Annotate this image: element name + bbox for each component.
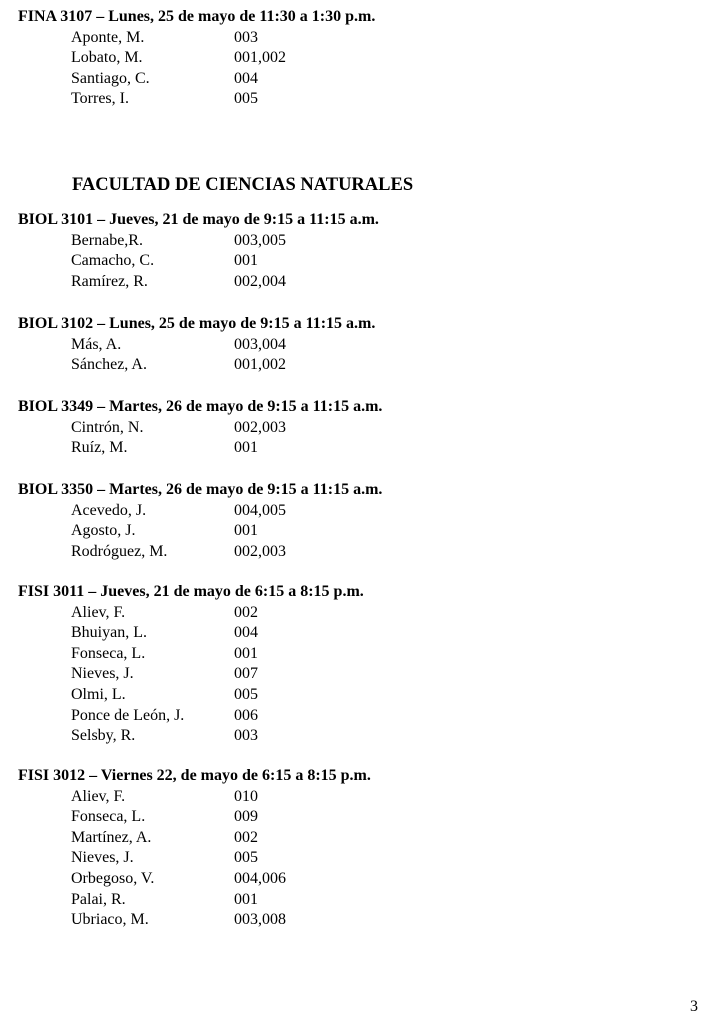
section-numbers: 002,003 [234, 542, 286, 560]
section-numbers: 010 [234, 787, 258, 805]
list-item [18, 272, 678, 293]
list-item [18, 623, 678, 644]
section-numbers: 001 [234, 439, 258, 457]
section-numbers: 003 [234, 727, 258, 745]
section-numbers: 001 [234, 252, 258, 270]
list-item [18, 231, 678, 252]
section-numbers: 006 [234, 706, 258, 724]
list-item [18, 787, 678, 808]
course-heading: FISI 3011 – Jueves, 21 de mayo de 6:15 a 8:15 p.m. [18, 583, 364, 600]
list-item [18, 910, 678, 931]
course-block-fina-3107 [18, 7, 678, 110]
section-numbers: 003,004 [234, 335, 286, 353]
professor-name: Martínez, A. [71, 828, 152, 846]
professor-name: Aliev, F. [71, 787, 126, 805]
professor-name: Palai, R. [71, 890, 126, 908]
list-item [18, 501, 678, 522]
list-item [18, 685, 678, 706]
course-heading: FINA 3107 – Lunes, 25 de mayo de 11:30 a 1:30 p.m. [18, 8, 376, 25]
section-numbers: 004 [234, 624, 258, 642]
professor-name: Aponte, M. [71, 28, 145, 46]
list-item [18, 644, 678, 665]
professor-name: Ubriaco, M. [71, 911, 149, 929]
professor-name: Agosto, J. [71, 522, 136, 540]
professor-name: Nieves, J. [71, 849, 134, 867]
section-numbers: 005 [234, 90, 258, 108]
section-numbers: 001,002 [234, 356, 286, 374]
course-block-biol-3101 [18, 210, 678, 292]
section-numbers: 001 [234, 522, 258, 540]
professor-name: Ramírez, R. [71, 272, 148, 290]
list-item [18, 890, 678, 911]
course-heading: FISI 3012 – Viernes 22, de mayo de 6:15 a 8:15 p.m. [18, 767, 371, 784]
section-numbers: 005 [234, 849, 258, 867]
faculty-title: FACULTAD DE CIENCIAS NATURALES [72, 175, 414, 195]
professor-name: Más, A. [71, 335, 122, 353]
course-block-fisi-3011 [18, 582, 678, 747]
professor-name: Torres, I. [71, 90, 129, 108]
professor-name: Santiago, C. [71, 69, 150, 87]
professor-name: Olmi, L. [71, 685, 126, 703]
professor-name: Fonseca, L. [71, 644, 146, 662]
list-item [18, 542, 678, 563]
professor-name: Ponce de León, J. [71, 706, 185, 724]
course-heading: BIOL 3102 – Lunes, 25 de mayo de 9:15 a 11:15 a.m. [18, 315, 376, 332]
list-item [18, 664, 678, 685]
professor-name: Selsby, R. [71, 727, 136, 745]
professor-name: Camacho, C. [71, 252, 155, 270]
list-item [18, 603, 678, 624]
professor-name: Ruíz, M. [71, 439, 128, 457]
course-block-fisi-3012 [18, 766, 678, 931]
section-numbers: 002 [234, 603, 258, 621]
professor-name: Nieves, J. [71, 665, 134, 683]
professor-name: Aliev, F. [71, 603, 126, 621]
professor-name: Bhuiyan, L. [71, 624, 147, 642]
section-numbers: 007 [234, 665, 258, 683]
section-numbers: 001 [234, 890, 258, 908]
list-item [18, 28, 678, 49]
course-heading: BIOL 3101 – Jueves, 21 de mayo de 9:15 a 11:15 a.m. [18, 211, 379, 228]
professor-name: Orbegoso, V. [71, 869, 155, 887]
list-item [18, 89, 678, 110]
list-item [18, 69, 678, 90]
section-numbers: 005 [234, 685, 258, 703]
section-numbers: 002,004 [234, 272, 286, 290]
professor-name: Sánchez, A. [71, 356, 147, 374]
list-item [18, 521, 678, 542]
list-item [18, 418, 678, 439]
section-numbers: 004,005 [234, 501, 286, 519]
list-item [18, 355, 678, 376]
section-numbers: 001,002 [234, 49, 286, 67]
page-number: 3 [690, 998, 698, 1015]
professor-name: Rodróguez, M. [71, 542, 168, 560]
professor-name: Lobato, M. [71, 49, 143, 67]
section-numbers: 003,005 [234, 231, 286, 249]
section-numbers: 001 [234, 644, 258, 662]
section-numbers: 003,008 [234, 911, 286, 929]
list-item [18, 438, 678, 459]
professor-name: Bernabe,R. [71, 231, 143, 249]
list-item [18, 807, 678, 828]
section-numbers: 004 [234, 69, 258, 87]
list-item [18, 251, 678, 272]
list-item [18, 726, 678, 747]
section-numbers: 004,006 [234, 869, 286, 887]
section-numbers: 002,003 [234, 418, 286, 436]
professor-name: Cintrón, N. [71, 418, 144, 436]
section-numbers: 003 [234, 28, 258, 46]
section-numbers: 002 [234, 828, 258, 846]
course-heading: BIOL 3350 – Martes, 26 de mayo de 9:15 a 11:15 a.m. [18, 481, 383, 498]
professor-name: Fonseca, L. [71, 808, 146, 826]
course-block-biol-3102 [18, 314, 678, 376]
professor-name: Acevedo, J. [71, 501, 147, 519]
list-item [18, 869, 678, 890]
list-item [18, 848, 678, 869]
list-item [18, 335, 678, 356]
course-heading: BIOL 3349 – Martes, 26 de mayo de 9:15 a 11:15 a.m. [18, 398, 383, 415]
course-block-biol-3349 [18, 397, 678, 459]
list-item [18, 706, 678, 727]
list-item [18, 48, 678, 69]
course-block-biol-3350 [18, 480, 678, 562]
section-numbers: 009 [234, 808, 258, 826]
list-item [18, 828, 678, 849]
